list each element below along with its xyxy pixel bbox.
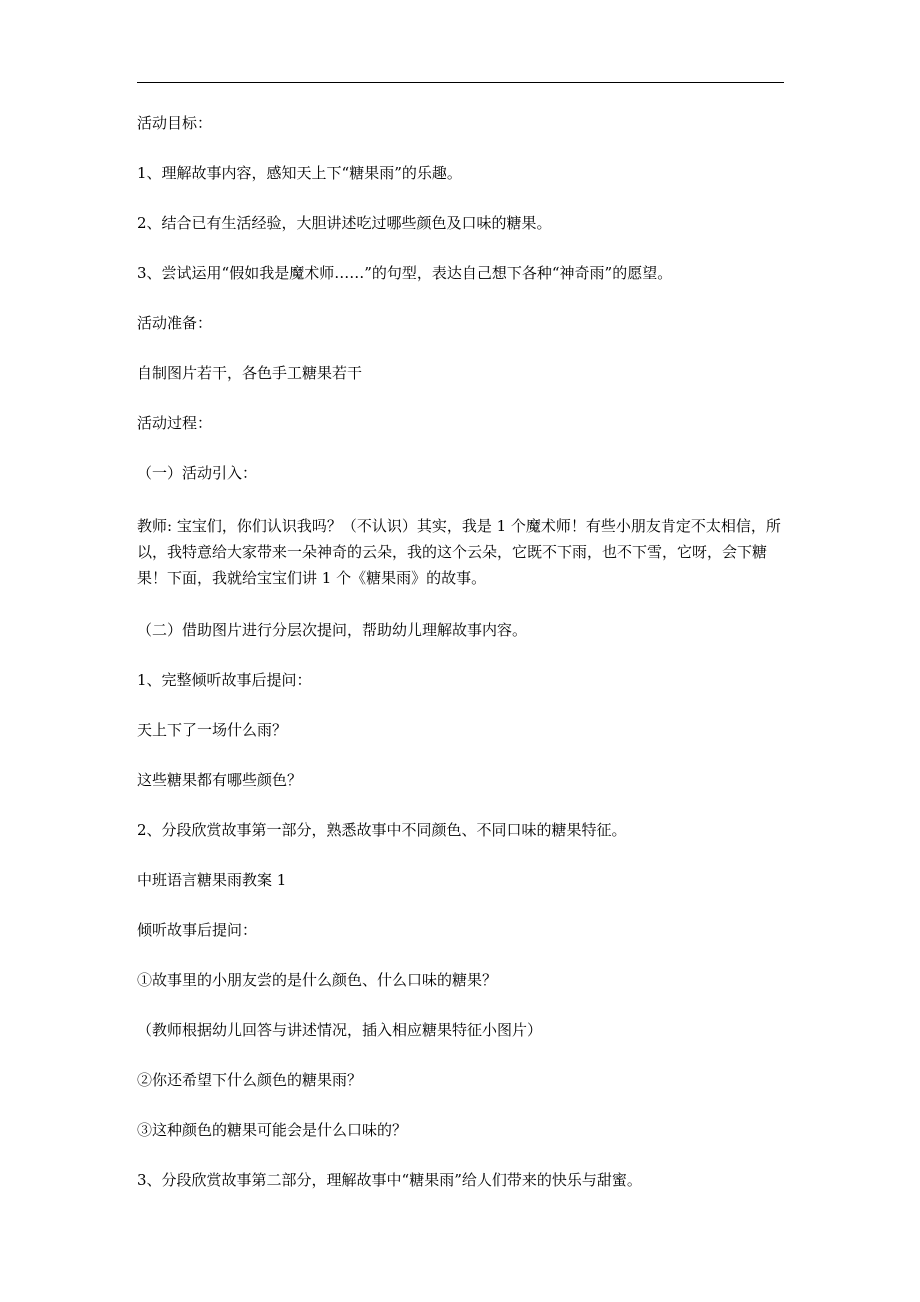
goal-item-2: 2、结合已有生活经验，大胆讲述吃过哪些颜色及口味的糖果。 — [137, 214, 552, 232]
goal-item-1: 1、理解故事内容，感知天上下“糖果雨”的乐趣。 — [137, 164, 462, 182]
process-step-1-heading: （一）活动引入： — [137, 464, 258, 482]
story-part-2-item: 3、分段欣赏故事第二部分，理解故事中“糖果雨”给人们带来的快乐与甜蜜。 — [137, 1171, 642, 1189]
question-text: 这些糖果都有哪些颜色？ — [137, 771, 303, 789]
question-text: ①故事里的小朋友尝的是什么颜色、什么口味的糖果？ — [137, 971, 498, 989]
teacher-note-text: （教师根据幼儿回答与讲述情况，插入相应糖果特征小图片） — [137, 1021, 543, 1039]
section-heading-process: 活动过程： — [137, 414, 213, 432]
teacher-intro-paragraph: 教师: 宝宝们，你们认识我吗？（不认识）其实，我是 1 个魔术师！有些小朋友肯定不太相信，所以，我特意给大家带来一朵神奇的云朵，我的这个云朵，它既不下雨，也不下雪，它呀，会下糖果！下面，我就给宝宝们讲 1 个《糖果雨》的故事。 — [137, 517, 781, 587]
document-body — [137, 113, 787, 1220]
story-part-1-item: 2、分段欣赏故事第一部分，熟悉故事中不同颜色、不同口味的糖果特征。 — [137, 821, 627, 839]
listening-question-heading: 倾听故事后提问： — [137, 921, 258, 939]
section-heading-preparation: 活动准备： — [137, 314, 213, 332]
question-text: 天上下了一场什么雨？ — [137, 721, 288, 739]
question-text: ③这种颜色的糖果可能会是什么口味的？ — [137, 1121, 408, 1139]
header-rule — [137, 82, 784, 83]
preparation-text: 自制图片若干，各色手工糖果若干 — [137, 364, 363, 382]
listening-question-heading: 1、完整倾听故事后提问： — [137, 671, 312, 689]
process-step-2-heading: （二）借助图片进行分层次提问，帮助幼儿理解故事内容。 — [137, 621, 528, 639]
goal-item-3: 3、尝试运用“假如我是魔术师……”的句型，表达自己想下各种“神奇雨”的愿望。 — [137, 264, 673, 282]
section-heading-goals: 活动目标： — [137, 114, 213, 132]
lesson-plan-title: 中班语言糖果雨教案 1 — [137, 871, 287, 889]
question-text: ②你还希望下什么颜色的糖果雨？ — [137, 1071, 363, 1089]
